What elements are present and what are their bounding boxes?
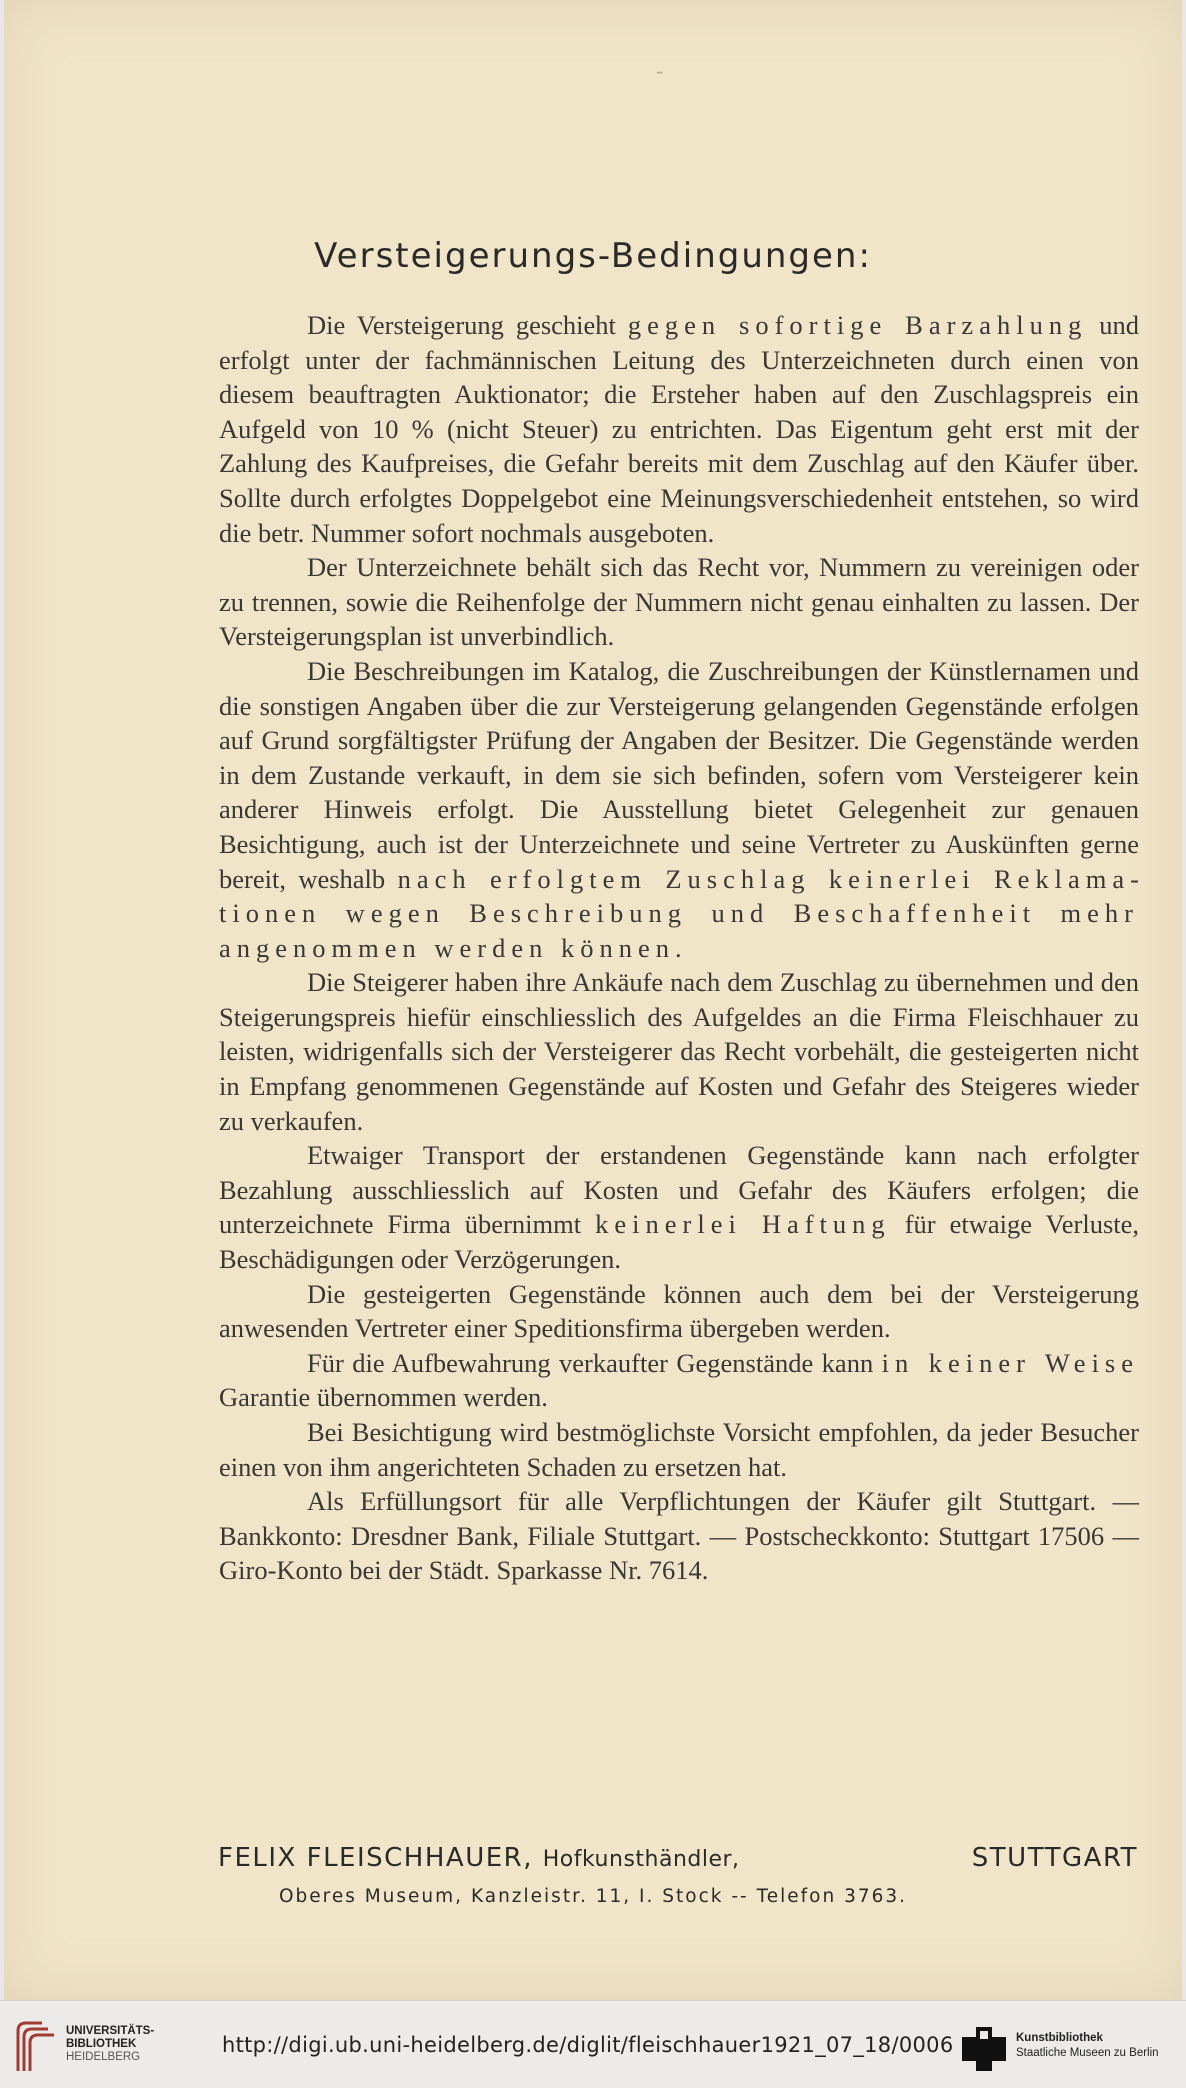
paragraph-text: Die Beschreibungen im Katalog, die Zuschreibungen der Künstlernamen und die sonstigen Angaben über die zur Versteigerung gelangenden Gegenstände erfolgen auf Grund sorgfältigster Prüfung der Angaben der Besitzer. Die Gegenstände werden in dem Zustande verkauft, in dem sie sich befinden, sofern vom Versteigerer kein anderer Hinweis erfolgt. Die Ausstellung bietet Gelegenheit zur genauen Besichtigung, auch ist der Unterzeichnete und seine Vertreter zu Auskünften gerne bereit, weshalb	[219, 655, 1139, 894]
paragraph-text: Etwaiger Transport der erstandenen Gegenstände kann nach erfolgter Bezahlung ausschliesslich auf Kosten und Gefahr des Käufers erfolgen; die unterzeichnete Firma übernimmt	[219, 1140, 1139, 1240]
kunstbibliothek-label	[1016, 2031, 1159, 2061]
condition-paragraph	[219, 550, 1139, 654]
university-library-label	[66, 2025, 154, 2064]
emphasized-text: keinerlei Haftung	[595, 1209, 891, 1240]
condition-paragraph	[219, 654, 1139, 965]
emphasized-text: gegen sofortige Barzahlung	[627, 310, 1088, 340]
permalink-url[interactable]: http://digi.ub.uni-heidelberg.de/diglit/fleischhauer1921_07_18/0006	[222, 2033, 954, 2057]
emphasized-text: in keiner Weise	[881, 1347, 1140, 1378]
paragraph-text: für etwaige Verluste, Beschädigungen oder Verzögerungen.	[219, 1209, 1140, 1275]
condition-paragraph	[219, 308, 1139, 550]
ub-line-2: BIBLIOTHEK	[66, 2038, 137, 2050]
paragraph-text: Die gesteigerten Gegenstände können auch dem bei der Versteigerung anwesenden Vertreter einer Speditionsfirma übergeben werden.	[219, 1278, 1139, 1344]
document-heading: Versteigerungs-Bedingungen:	[314, 236, 872, 276]
paragraph-text: Als Erfüllungsort für alle Verpflichtungen der Käufer gilt Stuttgart. — Bankkonto: Dresdner Bank, Filiale Stuttgart. — Postscheckkonto: Stuttgart 17506 — Giro-Konto bei der Städt. Sparkasse Nr. 7614.	[219, 1486, 1139, 1586]
viewer-footer-bar	[0, 2000, 1186, 2088]
condition-paragraph	[219, 1277, 1139, 1346]
paragraph-text: Der Unterzeichnete behält sich das Recht vor, Nummern zu vereinigen oder zu trennen, sowie die Reihenfolge der Nummern nicht genau einhalten zu lassen. Der Versteigerungsplan ist unverbindlich.	[219, 552, 1139, 652]
page-mark: -	[656, 58, 664, 83]
firm-title: Hofkunsthändler,	[542, 1847, 740, 1872]
conditions-text	[219, 308, 1139, 1588]
university-library-logo-icon[interactable]	[12, 2019, 58, 2075]
paragraph-text: Garantie übernommen werden.	[219, 1382, 548, 1413]
firm-line	[218, 1843, 1138, 1873]
firm-name: FELIX FLEISCHHAUER,	[218, 1843, 533, 1873]
emphasized-text: nach erfolgtem Zuschlag keinerlei Reklamationen wegen Beschreibung und Beschaffenheit mehr angenommen werden können.	[219, 863, 1139, 963]
paragraph-text: Bei Besichtigung wird bestmöglichste Vorsicht empfohlen, da jeder Besucher einen von ihm angerichteten Schaden zu ersetzen hat.	[219, 1417, 1139, 1482]
paragraph-text: Die Versteigerung geschieht	[307, 310, 628, 340]
kb-subtitle: Staatliche Museen zu Berlin	[1016, 2047, 1159, 2059]
paragraph-text: Die Steigerer haben ihre Ankäufe nach dem Zuschlag zu übernehmen und den Steigerungspreis hiefür einschliesslich des Aufgeldes an die Firma Fleischhauer zu leisten, widrigenfalls sich der Versteigerer das Recht vorbehält, die gesteigerten nicht in Empfang genommenen Gegenstände auf Kosten und Gefahr des Steigeres wieder zu verkaufen.	[219, 967, 1139, 1136]
paragraph-text: und erfolgt unter der fachmännischen Leitung des Unterzeichneten durch einen von diesem beauftragten Auktionator; die Ersteher haben auf den Zuschlagspreis ein Aufgeld von 10 % (nicht Steuer) zu entrichten. Das Eigentum geht erst mit der Zahlung des Kaufpreises, die Gefahr bereits mit dem Zuschlag auf den Käufer über. Sollte durch erfolgtes Doppelgebot eine Meinungsverschiedenheit entstehen, so wird die betr. Nummer sofort nochmals ausgeboten.	[219, 310, 1140, 548]
condition-paragraph	[219, 1484, 1139, 1588]
firm-city: STUTTGART	[971, 1843, 1138, 1873]
paragraph-text: Für die Aufbewahrung verkaufter Gegenstände kann	[307, 1347, 882, 1378]
condition-paragraph	[219, 1346, 1139, 1415]
condition-paragraph	[219, 965, 1139, 1138]
ub-line-1: UNIVERSITÄTS-	[66, 2025, 155, 2037]
kunstbibliothek-logo-icon[interactable]	[962, 2027, 1006, 2071]
kb-title: Kunstbibliothek	[1016, 2032, 1103, 2044]
ub-line-3: HEIDELBERG	[66, 2051, 141, 2063]
condition-paragraph	[219, 1138, 1139, 1276]
firm-address: Oberes Museum, Kanzleistr. 11, I. Stock -- Telefon 3763.	[278, 1886, 908, 1907]
condition-paragraph	[219, 1415, 1139, 1484]
